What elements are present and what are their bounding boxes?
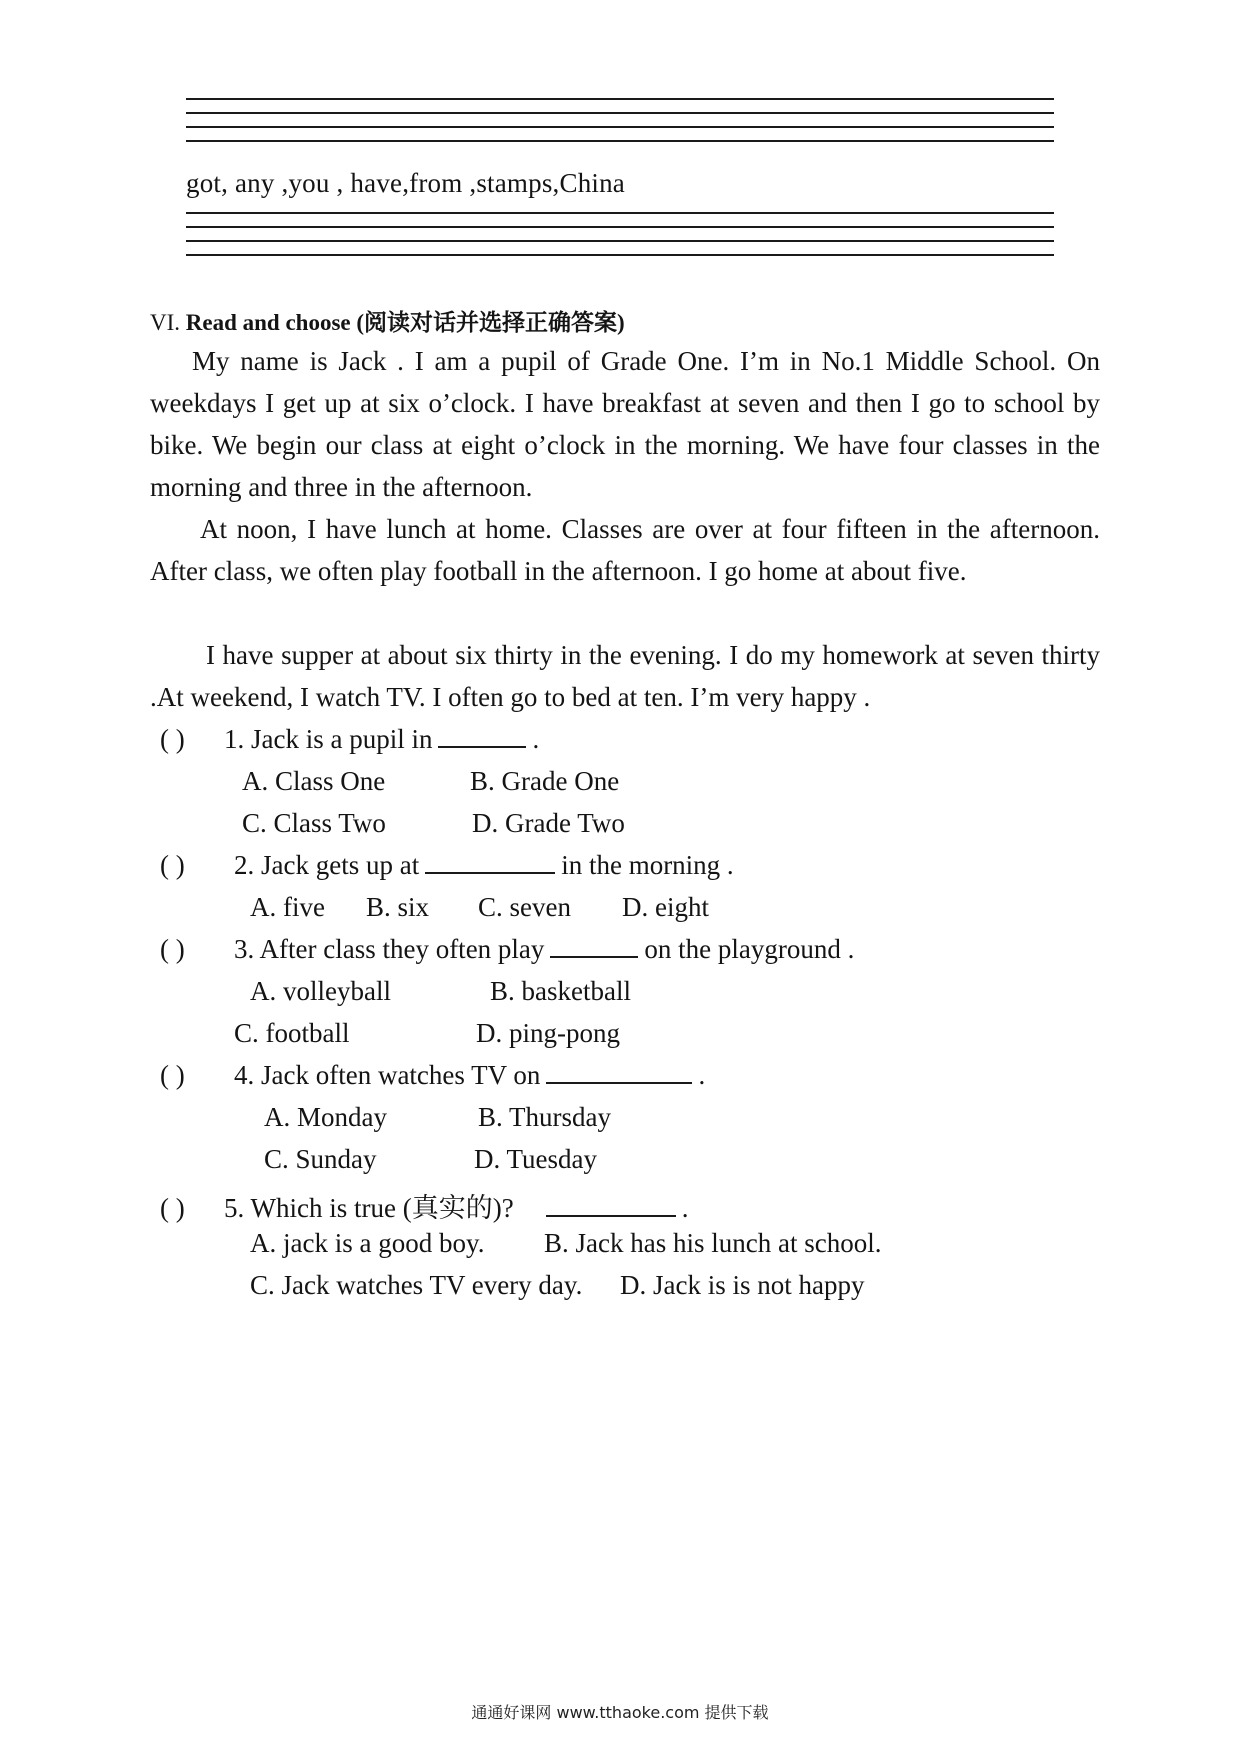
writing-lines-bottom [186,212,1054,268]
option-c: C. Jack watches TV every day. [250,1270,583,1300]
answer-blank[interactable] [546,1193,676,1217]
option-d: D. Grade Two [472,808,625,838]
writing-line [186,240,1054,242]
passage-paragraph-2 [150,508,1100,592]
option-b: B. Jack has his lunch at school. [544,1228,882,1258]
word-prompt: got, any ,you , have,from ,stamps,China [186,168,625,198]
option-b: B. Grade One [470,766,620,796]
question-1 [160,724,539,755]
option-c: C. football [234,1018,350,1048]
question-stem-end: . [681,1193,689,1223]
option-a: A. Monday [264,1102,387,1132]
answer-parentheses[interactable]: ( ) [160,1193,185,1223]
writing-lines-top [186,98,1054,154]
question-stem: 4. Jack often watches TV on [234,1060,541,1090]
option-c: C. Class Two [242,808,386,838]
answer-blank[interactable] [550,934,638,958]
answer-parentheses[interactable]: ( ) [160,724,185,754]
option-c: C. seven [478,892,571,922]
answer-parentheses[interactable]: ( ) [160,850,185,880]
option-a: A. volleyball [250,976,391,1006]
answer-blank[interactable] [425,850,555,874]
question-stem-end: . [698,1060,706,1090]
section-title: Read and choose (阅读对话并选择正确答案) [185,310,625,335]
paragraph-text: My name is Jack . I am a pupil of Grade One. I’m in No.1 Middle School. On weekdays I get up at six o’clock. I have breakfast at seven and then I go to school by bike. We begin our class at eight o’clock in the morning. We have four classes in the morning and three in the afternoon. [150,346,1100,502]
writing-line [186,98,1054,100]
paragraph-text: I have supper at about six thirty in the evening. I do my homework at seven thirty .At weekend, I watch TV. I often go to bed at ten. I’m very happy . [150,640,1100,712]
writing-line [186,112,1054,114]
writing-line [186,212,1054,214]
option-c: C. Sunday [264,1144,377,1174]
answer-parentheses[interactable]: ( ) [160,934,185,964]
answer-parentheses[interactable]: ( ) [160,1060,185,1090]
writing-line [186,126,1054,128]
section-number: VI. [150,310,181,335]
option-d: D. Tuesday [474,1144,598,1174]
option-b: B. Thursday [478,1102,611,1132]
option-d: D. Jack is is not happy [620,1270,865,1300]
question-stem-end: on the playground . [644,934,855,964]
question-3 [160,934,854,965]
passage-paragraph-3 [150,634,1100,718]
option-b: B. basketball [490,976,631,1006]
section-heading [150,304,625,337]
question-stem-end: . [532,724,540,754]
footer-credit: 通通好课网 www.tthaoke.com 提供下载 [471,1703,769,1722]
question-4 [160,1060,705,1091]
writing-line [186,140,1054,142]
question-stem: 1. Jack is a pupil in [224,724,433,754]
paragraph-text: At noon, I have lunch at home. Classes are over at four fifteen in the afternoon. After class, we often play football in the afternoon. I go home at about five. [150,514,1100,586]
option-d: D. ping-pong [476,1018,620,1048]
question-stem: 3. After class they often play [234,934,545,964]
question-stem: 5. Which is true (真实的)? [224,1193,514,1223]
writing-line [186,226,1054,228]
answer-blank[interactable] [438,724,526,748]
question-2 [160,850,734,881]
option-a: A. Class One [242,766,386,796]
option-b: B. six [366,892,430,922]
passage-paragraph-1 [150,340,1100,508]
option-a: A. jack is a good boy. [250,1228,485,1258]
writing-line [186,254,1054,256]
question-stem: 2. Jack gets up at [234,850,420,880]
question-stem-end: in the morning . [561,850,734,880]
question-5 [160,1186,688,1225]
option-a: A. five [250,892,325,922]
answer-blank[interactable] [546,1060,692,1084]
option-d: D. eight [622,892,709,922]
